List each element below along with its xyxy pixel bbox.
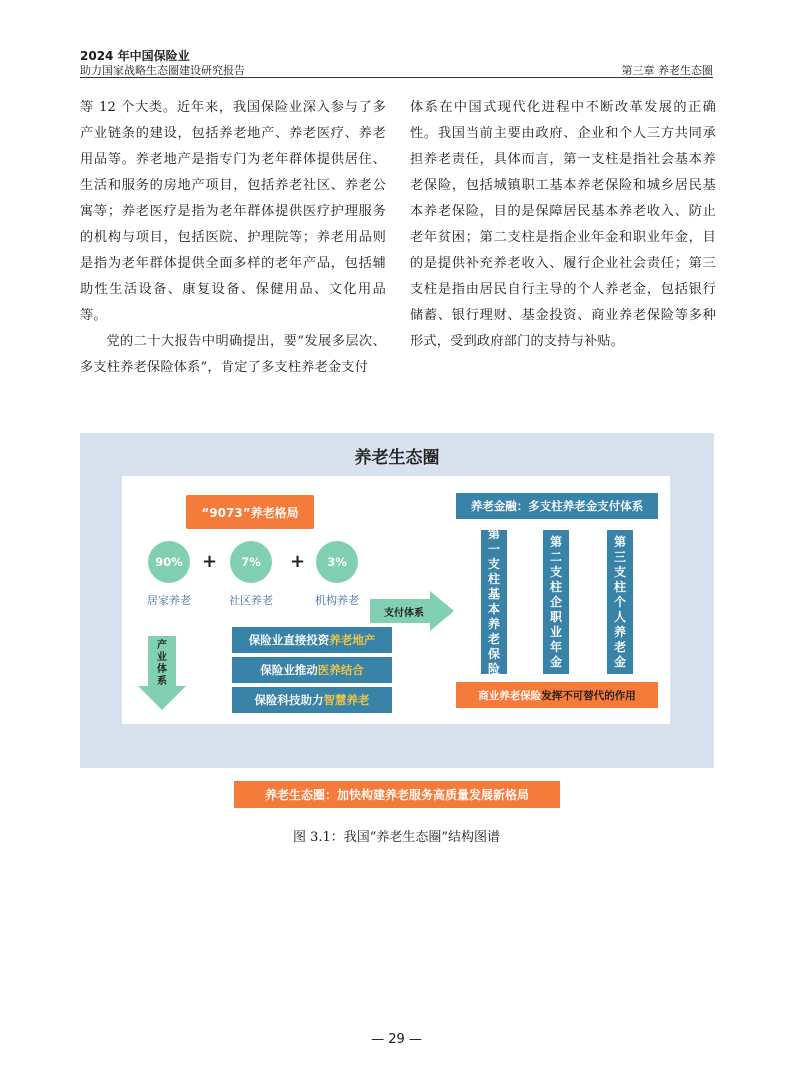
community-care-circle: 7% xyxy=(230,541,272,583)
pattern-9073-box: “9073”养老格局 xyxy=(186,495,314,529)
ecosystem-banner: 养老生态圈：加快构建养老服务高质量发展新格局 xyxy=(234,781,560,808)
institution-care-label: 机构养老 xyxy=(315,594,359,607)
home-care-circle: 90% xyxy=(148,541,190,583)
pillar-1: 第 一 支 柱 基 本 养 老 保 险 xyxy=(481,530,507,674)
paragraph-left-1: 等 12 个大类。近年来，我国保险业深入参与了多产业链条的建设，包括养老地产、养老医疗、养老用品等。养老地产是指专门为老年群体提供居住、生活和服务的房地产项目，包括养老社区、养老公寓等；养老医疗是指为老年群体提供医疗护理服务的机构与项目，包括医院、护理院等；养老用品则是指为老年群体提供全面多样的老年产品，包括辅助性生活设备、康复设备、保健用品、文化用品等。 xyxy=(80,100,386,323)
plus-sign-1: + xyxy=(202,551,218,572)
industry-row-medical-care: 保险业推动 医养结合 xyxy=(232,657,392,683)
chapter-title: 第三章 养老生态圈 xyxy=(621,64,713,77)
diagram-title: 养老生态圈 xyxy=(354,448,440,468)
body-column-right xyxy=(410,95,716,355)
figure-caption: 图 3.1：我国“养老生态圈”结构图谱 xyxy=(292,830,501,845)
header-divider xyxy=(80,77,713,78)
pension-finance-box: 养老金融：多支柱养老金支付体系 xyxy=(456,493,658,519)
home-care-label: 居家养老 xyxy=(147,594,191,607)
commercial-insurance-box: 商业养老保险 发挥不可替代的作用 xyxy=(456,682,658,708)
report-title-line2: 助力国家战略生态圈建设研究报告 xyxy=(80,64,245,77)
pillar-3: 第 三 支 柱 个 人 养 老 金 xyxy=(607,530,633,674)
payment-arrow-label: 支付体系 xyxy=(384,608,424,619)
industry-row-real-estate: 保险业直接投资 养老地产 xyxy=(232,627,392,653)
industry-row-smart-care: 保险科技助力 智慧养老 xyxy=(232,687,392,713)
diagram-panel xyxy=(122,476,670,724)
page-number: — 29 — xyxy=(371,1032,422,1047)
report-title-line1: 2024 年中国保险业 xyxy=(80,49,190,63)
institution-care-circle: 3% xyxy=(316,541,358,583)
community-care-label: 社区养老 xyxy=(229,594,273,607)
industry-arrow-label: 产 业 体 系 xyxy=(157,640,167,687)
body-column-left xyxy=(80,95,386,381)
pillar-2: 第 二 支 柱 企 职 业 年 金 xyxy=(543,530,569,674)
ecosystem-diagram xyxy=(80,433,714,768)
paragraph-left-2: 党的二十大报告中明确提出，要“发展多层次、多支柱养老保险体系”，肯定了多支柱养老金支付 xyxy=(80,334,386,375)
plus-sign-2: + xyxy=(290,551,306,572)
paragraph-right-1: 体系在中国式现代化进程中不断改革发展的正确性。我国当前主要由政府、企业和个人三方共同承担养老责任，具体而言，第一支柱是指社会基本养老保险，包括城镇职工基本养老保险和城乡居民基本养老保险，目的是保障居民基本养老收入、防止老年贫困；第二支柱是指企业年金和职业年金，目的是提供补充养老收入、履行企业社会责任；第三支柱是指由居民自行主导的个人养老金，包括银行储蓄、银行理财、基金投资、商业养老保险等多种形式，受到政府部门的支持与补贴。 xyxy=(410,100,716,349)
